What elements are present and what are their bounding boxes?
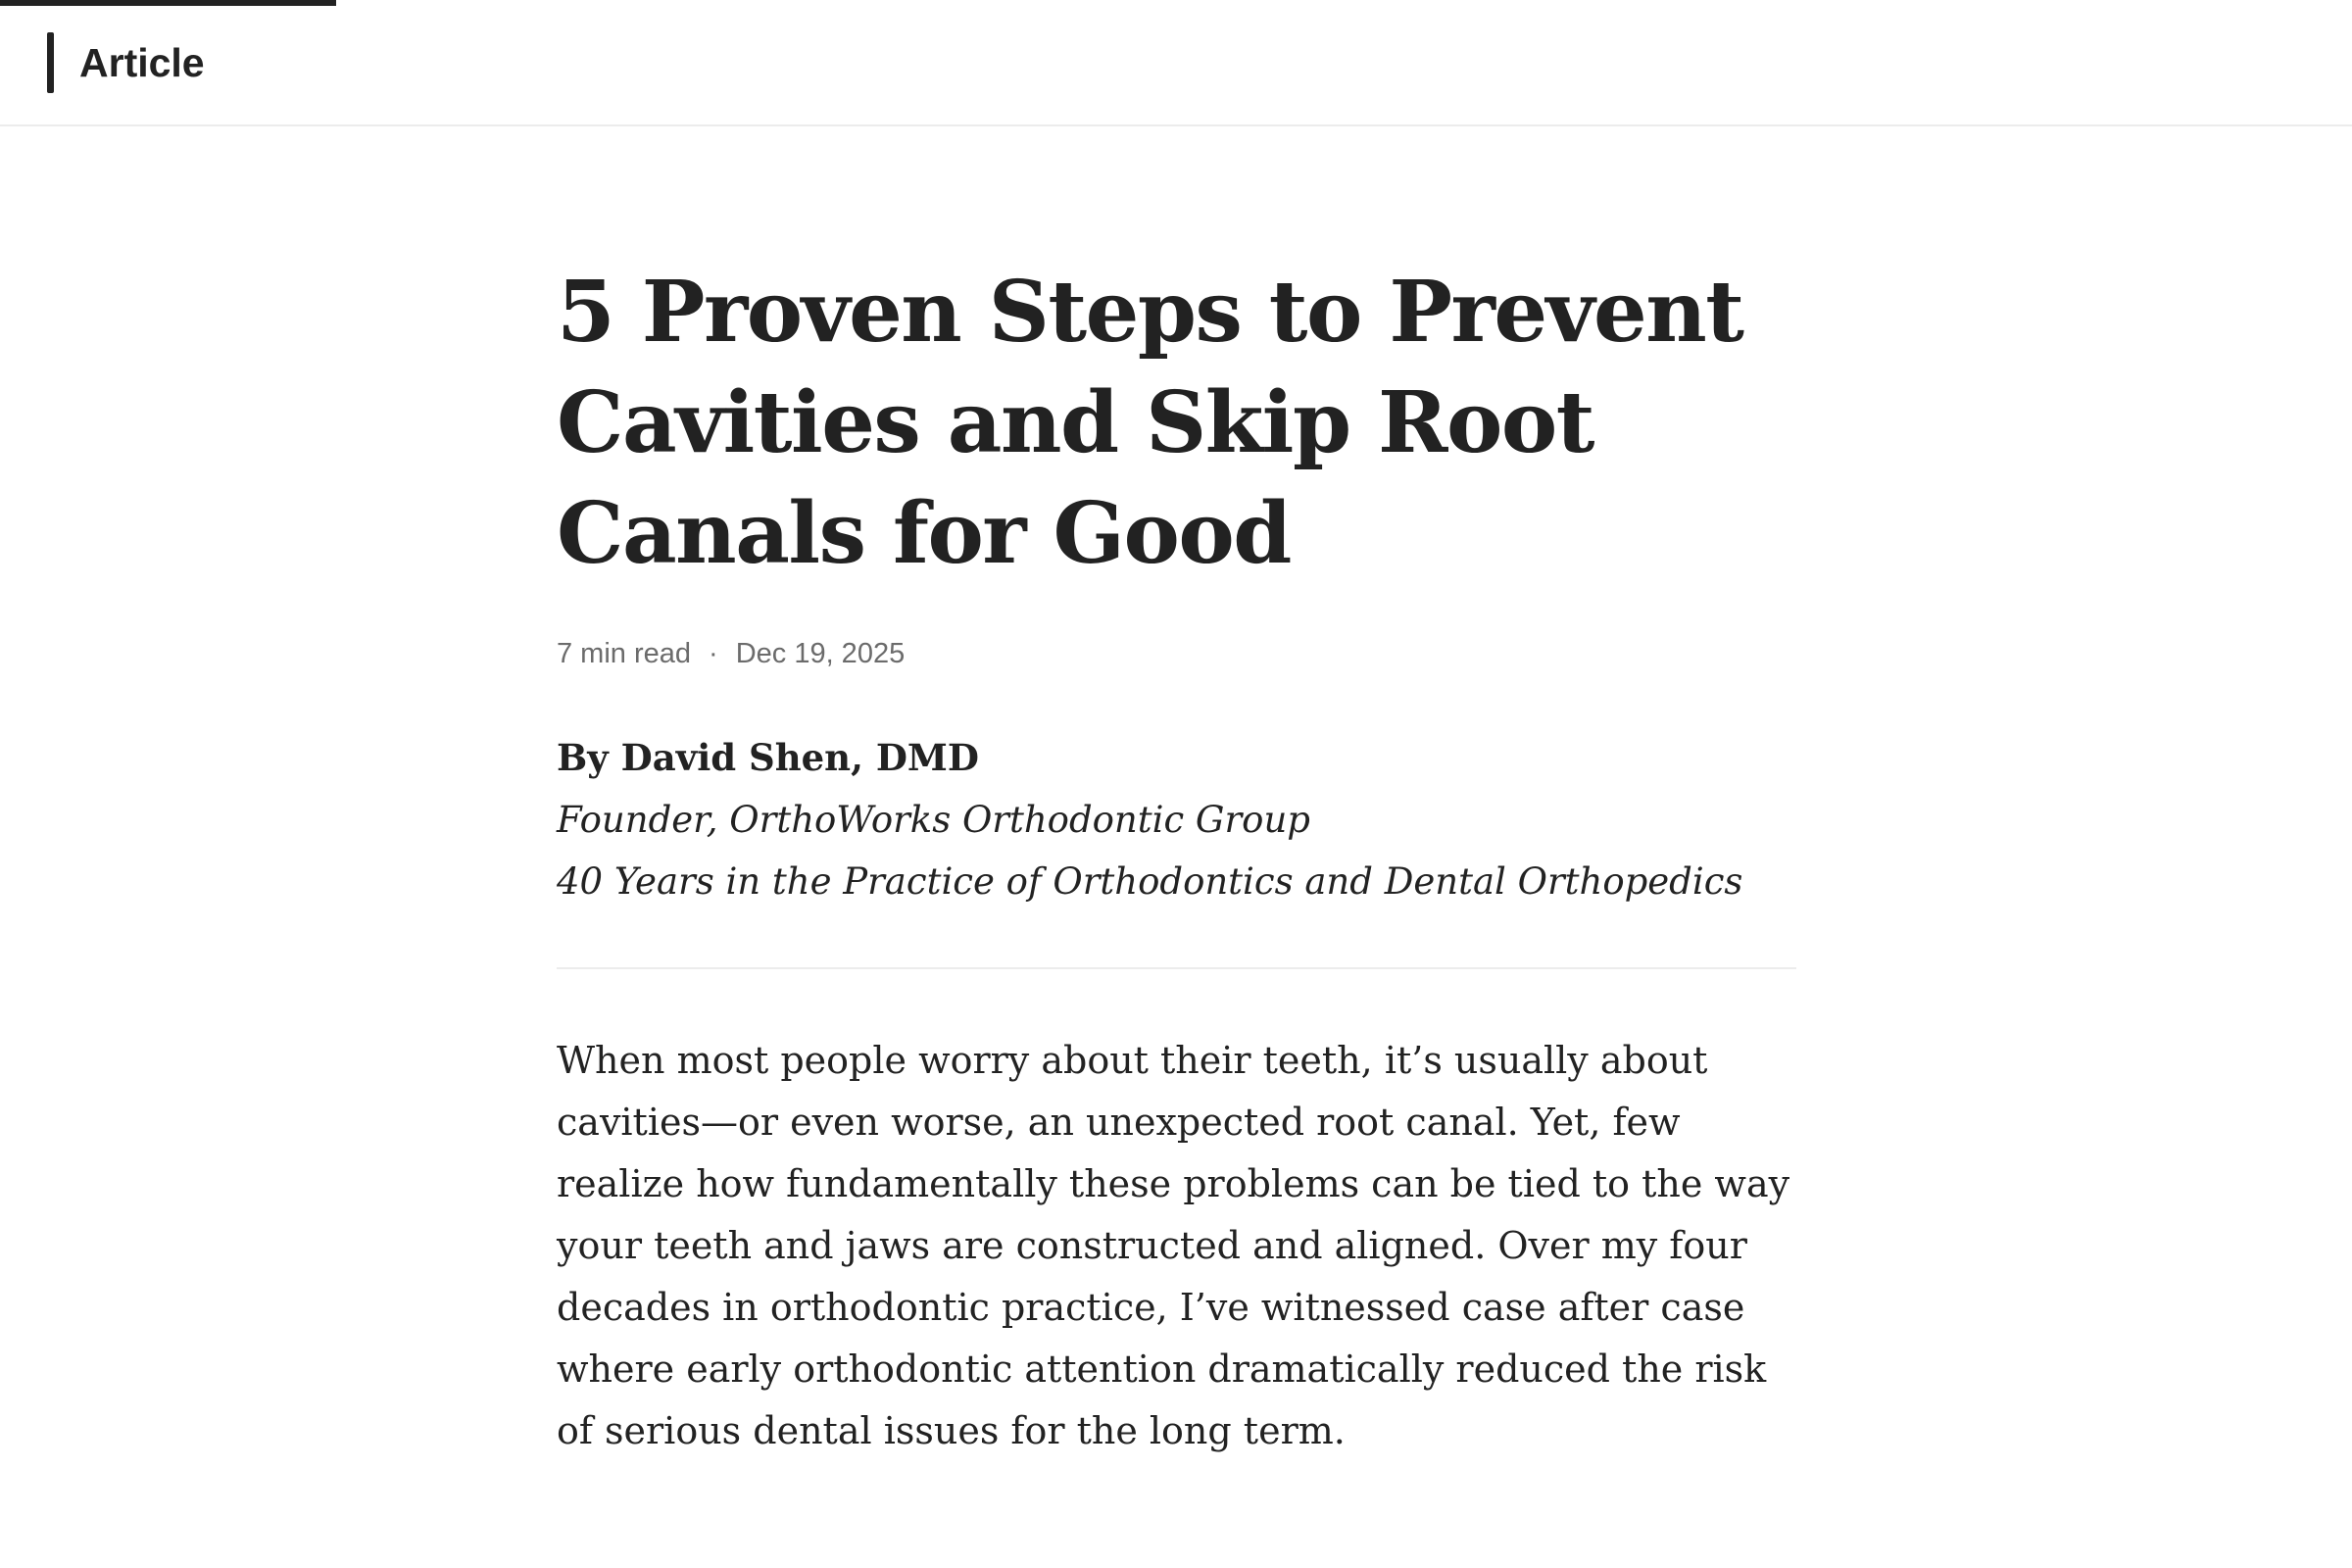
top-bar <box>0 0 2352 126</box>
article-meta <box>557 638 1796 670</box>
article-title: 5 Proven Steps to Prevent Cavities and Skip Root Canals for Good <box>557 263 1743 583</box>
reading-progress-bar <box>0 0 2352 6</box>
byline <box>557 727 1796 912</box>
article-paragraph: When most people worry about their teeth, it’s usually about cavities—or even worse, an unexpected root canal. Yet, few realize how fundamentally these problems can be tied to the way your teeth and jaws are constructed and aligned. Over my four decades in orthodontic practice, I’ve witnessed case after case where early orthodontic attention dramatically reduced the risk of serious dental issues for the long term. <box>557 1039 1790 1452</box>
tab-label: Article <box>79 39 205 85</box>
tab-active-marker <box>47 32 54 93</box>
author-experience: 40 Years in the Practice of Orthodontics and Dental Orthopedics <box>557 860 1743 903</box>
tab-article[interactable] <box>47 32 205 93</box>
author-name: By David Shen, DMD <box>557 736 979 779</box>
divider <box>557 967 1796 969</box>
publish-date: Dec 19, 2025 <box>735 638 906 669</box>
author-role: Founder, OrthoWorks Orthodontic Group <box>557 799 1310 841</box>
meta-separator: · <box>709 638 718 669</box>
read-time: 7 min read <box>557 638 692 669</box>
reading-progress-fill <box>0 0 336 6</box>
article <box>557 257 1796 1499</box>
